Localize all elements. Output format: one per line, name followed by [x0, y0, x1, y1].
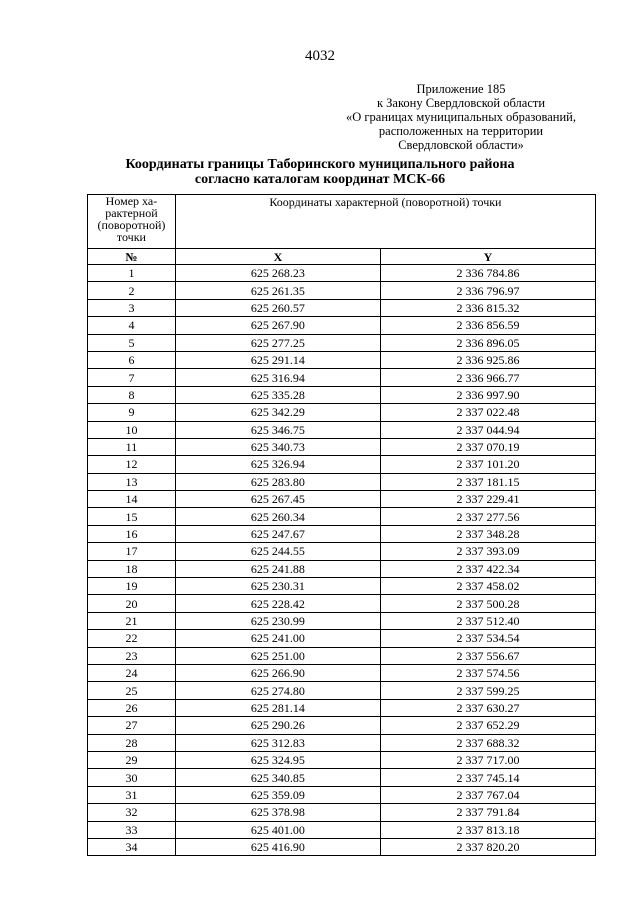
cell-x: 625 335.28 — [175, 386, 380, 403]
table-row — [88, 351, 596, 368]
cell-number: 17 — [88, 543, 176, 560]
cell-number: 1 — [88, 265, 176, 282]
cell-y: 2 337 767.04 — [380, 786, 595, 803]
cell-number: 12 — [88, 456, 176, 473]
cell-y: 2 337 599.25 — [380, 682, 595, 699]
cell-y: 2 337 277.56 — [380, 508, 595, 525]
table-row — [88, 508, 596, 525]
cell-number: 34 — [88, 838, 176, 855]
coordinates-table — [87, 194, 596, 856]
table-row — [88, 612, 596, 629]
cell-number: 33 — [88, 821, 176, 838]
cell-number: 31 — [88, 786, 176, 803]
cell-y: 2 337 348.28 — [380, 525, 595, 542]
table-row — [88, 265, 596, 282]
cell-number: 5 — [88, 334, 176, 351]
cell-y: 2 337 652.29 — [380, 717, 595, 734]
table-row — [88, 821, 596, 838]
cell-y: 2 337 500.28 — [380, 595, 595, 612]
page-number: 4032 — [305, 48, 335, 64]
cell-x: 625 281.14 — [175, 699, 380, 716]
cell-number: 26 — [88, 699, 176, 716]
cell-x: 625 266.90 — [175, 664, 380, 681]
subheader-x: X — [175, 249, 380, 265]
table-row — [88, 438, 596, 455]
cell-number: 23 — [88, 647, 176, 664]
cell-x: 625 340.85 — [175, 769, 380, 786]
cell-number: 2 — [88, 282, 176, 299]
cell-y: 2 337 630.27 — [380, 699, 595, 716]
cell-x: 625 378.98 — [175, 804, 380, 821]
table-row — [88, 421, 596, 438]
table-row — [88, 456, 596, 473]
cell-number: 30 — [88, 769, 176, 786]
cell-number: 7 — [88, 369, 176, 386]
cell-number: 14 — [88, 491, 176, 508]
cell-x: 625 316.94 — [175, 369, 380, 386]
title-line: Координаты границы Таборинского муниципального района — [125, 157, 515, 172]
table-row — [88, 786, 596, 803]
cell-x: 625 267.90 — [175, 317, 380, 334]
cell-number: 24 — [88, 664, 176, 681]
table-row — [88, 595, 596, 612]
header-coordinates: Координаты характерной (поворотной) точки — [175, 195, 595, 249]
cell-y: 2 337 512.40 — [380, 612, 595, 629]
appendix-line: расположенных на территории — [378, 124, 544, 138]
cell-number: 8 — [88, 386, 176, 403]
table-row — [88, 717, 596, 734]
table-row — [88, 317, 596, 334]
appendix-line: к Закону Свердловской области — [376, 96, 546, 110]
cell-y: 2 336 796.97 — [380, 282, 595, 299]
cell-x: 625 274.80 — [175, 682, 380, 699]
appendix-line: Приложение 185 — [416, 82, 506, 96]
header-point-number: Номер ха- рактерной (поворотной) точки — [88, 195, 176, 249]
cell-y: 2 336 784.86 — [380, 265, 595, 282]
cell-x: 625 230.31 — [175, 578, 380, 595]
cell-x: 625 324.95 — [175, 751, 380, 768]
cell-x: 625 230.99 — [175, 612, 380, 629]
table-row — [88, 751, 596, 768]
cell-y: 2 336 815.32 — [380, 299, 595, 316]
cell-y: 2 337 181.15 — [380, 473, 595, 490]
cell-x: 625 290.26 — [175, 717, 380, 734]
cell-y: 2 336 925.86 — [380, 351, 595, 368]
cell-y: 2 337 458.02 — [380, 578, 595, 595]
appendix-line: Свердловской области» — [398, 138, 524, 152]
table-row — [88, 491, 596, 508]
table-row — [88, 630, 596, 647]
cell-number: 25 — [88, 682, 176, 699]
cell-x: 625 312.83 — [175, 734, 380, 751]
cell-y: 2 337 022.48 — [380, 404, 595, 421]
table-row — [88, 560, 596, 577]
cell-x: 625 342.29 — [175, 404, 380, 421]
cell-y: 2 337 422.34 — [380, 560, 595, 577]
table-row — [88, 334, 596, 351]
cell-number: 4 — [88, 317, 176, 334]
cell-x: 625 416.90 — [175, 838, 380, 855]
cell-x: 625 241.00 — [175, 630, 380, 647]
cell-x: 625 261.35 — [175, 282, 380, 299]
cell-number: 13 — [88, 473, 176, 490]
cell-y: 2 337 813.18 — [380, 821, 595, 838]
cell-x: 625 277.25 — [175, 334, 380, 351]
cell-number: 18 — [88, 560, 176, 577]
cell-number: 11 — [88, 438, 176, 455]
table-row — [88, 404, 596, 421]
cell-number: 9 — [88, 404, 176, 421]
cell-x: 625 228.42 — [175, 595, 380, 612]
cell-y: 2 337 717.00 — [380, 751, 595, 768]
table-row — [88, 664, 596, 681]
table-row — [88, 369, 596, 386]
cell-y: 2 336 896.05 — [380, 334, 595, 351]
cell-x: 625 283.80 — [175, 473, 380, 490]
cell-number: 19 — [88, 578, 176, 595]
subheader-y: Y — [380, 249, 595, 265]
table-row — [88, 769, 596, 786]
document-title — [0, 157, 640, 187]
cell-number: 10 — [88, 421, 176, 438]
cell-x: 625 241.88 — [175, 560, 380, 577]
table-row — [88, 838, 596, 855]
cell-y: 2 336 997.90 — [380, 386, 595, 403]
appendix-line: «О границах муниципальных образований, — [346, 110, 576, 124]
cell-x: 625 267.45 — [175, 491, 380, 508]
cell-x: 625 401.00 — [175, 821, 380, 838]
cell-x: 625 340.73 — [175, 438, 380, 455]
cell-number: 32 — [88, 804, 176, 821]
cell-y: 2 337 556.67 — [380, 647, 595, 664]
table-row — [88, 699, 596, 716]
cell-number: 28 — [88, 734, 176, 751]
table-row — [88, 543, 596, 560]
cell-x: 625 291.14 — [175, 351, 380, 368]
cell-y: 2 337 820.20 — [380, 838, 595, 855]
cell-y: 2 336 856.59 — [380, 317, 595, 334]
subheader-number: № — [88, 249, 176, 265]
cell-number: 21 — [88, 612, 176, 629]
cell-y: 2 337 791.84 — [380, 804, 595, 821]
cell-x: 625 326.94 — [175, 456, 380, 473]
cell-y: 2 337 229.41 — [380, 491, 595, 508]
appendix-header — [330, 82, 592, 152]
cell-y: 2 337 534.54 — [380, 630, 595, 647]
title-line: согласно каталогам координат МСК-66 — [194, 172, 446, 187]
cell-number: 29 — [88, 751, 176, 768]
table-row — [88, 525, 596, 542]
table-row — [88, 578, 596, 595]
table-row — [88, 473, 596, 490]
table-row — [88, 682, 596, 699]
cell-y: 2 336 966.77 — [380, 369, 595, 386]
table-body — [88, 265, 596, 856]
table-row — [88, 282, 596, 299]
cell-number: 20 — [88, 595, 176, 612]
cell-y: 2 337 070.19 — [380, 438, 595, 455]
cell-y: 2 337 101.20 — [380, 456, 595, 473]
cell-y: 2 337 574.56 — [380, 664, 595, 681]
cell-number: 22 — [88, 630, 176, 647]
table-row — [88, 299, 596, 316]
table-row — [88, 647, 596, 664]
cell-x: 625 251.00 — [175, 647, 380, 664]
cell-x: 625 359.09 — [175, 786, 380, 803]
cell-number: 27 — [88, 717, 176, 734]
cell-y: 2 337 044.94 — [380, 421, 595, 438]
cell-x: 625 268.23 — [175, 265, 380, 282]
cell-number: 15 — [88, 508, 176, 525]
cell-y: 2 337 745.14 — [380, 769, 595, 786]
table-row — [88, 386, 596, 403]
cell-x: 625 346.75 — [175, 421, 380, 438]
cell-x: 625 247.67 — [175, 525, 380, 542]
cell-y: 2 337 393.09 — [380, 543, 595, 560]
cell-number: 16 — [88, 525, 176, 542]
cell-number: 6 — [88, 351, 176, 368]
cell-x: 625 260.34 — [175, 508, 380, 525]
table-row — [88, 804, 596, 821]
cell-x: 625 244.55 — [175, 543, 380, 560]
cell-x: 625 260.57 — [175, 299, 380, 316]
cell-number: 3 — [88, 299, 176, 316]
cell-y: 2 337 688.32 — [380, 734, 595, 751]
table-row — [88, 734, 596, 751]
